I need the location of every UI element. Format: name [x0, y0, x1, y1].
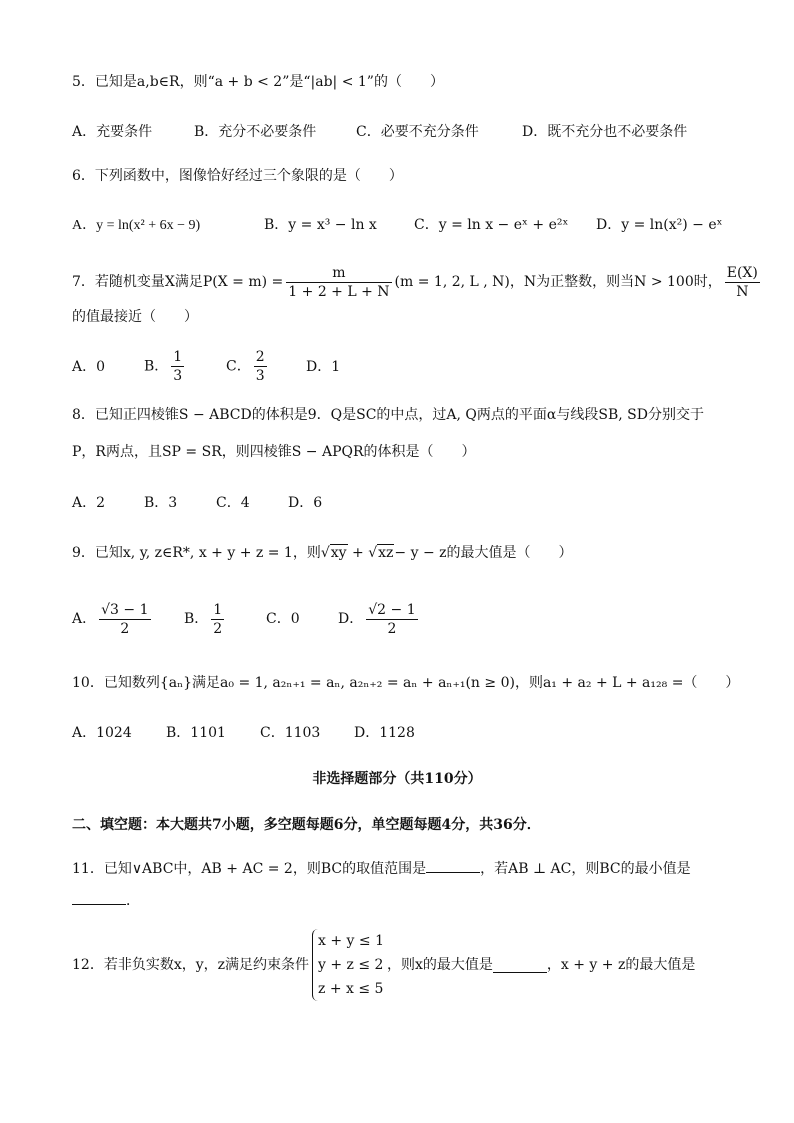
q12-part-2: ，则x的最大值是 [386, 957, 493, 973]
q7-frac-den: 1 + 2 + L + N [288, 283, 390, 300]
option-a: A．2 [72, 495, 106, 511]
option-c: C．4 [216, 495, 250, 511]
option-c: C． $\frac{2}{3}$ [226, 349, 265, 384]
q9-sqrt-1: xy [330, 545, 347, 561]
option-b: B． $\frac{1}{2}$ [184, 601, 223, 637]
question-7-stem-2: 的值最接近（ ） [72, 309, 198, 325]
question-11-stem [72, 858, 724, 879]
q7-frac-num: m [286, 264, 391, 283]
q9-sqrt-2: xz [378, 545, 394, 561]
q7-prefix: 7．若随机变量X满足P(X = m) = [72, 274, 284, 290]
option-b: B．1101 [166, 725, 226, 741]
option-d: D．1128 [354, 725, 415, 741]
question-7-options [72, 348, 340, 385]
q11-part-3: ． [126, 893, 140, 909]
answer-blank[interactable] [72, 890, 126, 905]
option-d: D．1 [306, 358, 341, 375]
constraint-1: x + y ≤ 1 [318, 933, 384, 949]
option-d: D．既不充分也不必要条件 [522, 124, 688, 140]
q12-part-3: ，x + y + z的最大值是 [546, 957, 696, 973]
question-6-options [72, 215, 723, 236]
option-a: A．0 [72, 358, 106, 375]
option-b: B．3 [144, 495, 178, 511]
question-5-stem: 5．已知是a,b∈R，则“a + b < 2”是“|ab| < 1”的（ ） [72, 74, 444, 90]
section-2-heading: 二、填空题：本大题共7小题，多空题每题6分，单空题每题4分，共36分． [72, 817, 541, 833]
question-6-stem: 6．下列函数中，图像恰好经过三个象限的是（ ） [72, 168, 403, 184]
q7-middle: (m = 1, 2, L , N)，N为正整数，则当N > 100时， [394, 274, 722, 290]
option-b: B． $\frac{1}{3}$ [144, 349, 183, 384]
option-b: B．充分不必要条件 [194, 124, 317, 140]
sqrt-symbol: √ [368, 545, 378, 561]
option-c: C．0 [266, 611, 300, 627]
section-title: 非选择题部分（共110分） [312, 771, 482, 787]
constraint-3: z + x ≤ 5 [318, 981, 384, 997]
constraint-system [312, 929, 384, 1001]
q9-stem-b: − y − z的最大值是（ ） [394, 545, 573, 561]
question-5-options [72, 122, 687, 142]
option-c: C．必要不充分条件 [356, 124, 479, 140]
question-9-options [72, 600, 421, 638]
q9-stem-a: 9．已知x, y, z∈R*, x + y + z = 1，则 [72, 545, 321, 561]
question-8-stem-1: 8．已知正四棱锥S − ABCD的体积是9．Q是SC的中点，过A, Q两点的平面α与线段SB, SD分别交于 [72, 407, 704, 423]
question-12-stem [72, 929, 724, 1001]
q11-part-1: 11．已知∨ABC中，AB + AC = 2，则BC的取值范围是 [72, 861, 427, 877]
question-8-options [72, 493, 322, 513]
answer-blank[interactable] [493, 958, 547, 973]
sqrt-symbol: √ [320, 545, 330, 561]
question-7-stem [72, 262, 758, 302]
q11-part-2: ，若AB ⊥ AC，则BC的最小值是 [480, 861, 691, 877]
question-11-stem-2 [72, 890, 724, 911]
q7-fraction-2 [725, 264, 760, 301]
option-b: B．y = x³ − ln x [264, 217, 377, 233]
option-c: C．1103 [260, 725, 321, 741]
question-10-options [72, 723, 415, 743]
q12-part-1: 12．若非负实数x，y，z满足约束条件 [72, 957, 309, 973]
option-d: D．6 [288, 495, 323, 511]
option-d: D． $\frac{√2 - 1}{2}$ [338, 601, 416, 637]
option-c: C．y = ln x − eˣ + e²ˣ [414, 217, 569, 233]
question-8-stem-2: P，R两点，且SP = SR，则四棱锥S − APQR的体积是（ ） [72, 444, 476, 460]
option-a: A．y = ln(x² + 6x − 9) [72, 218, 201, 233]
constraint-2: y + z ≤ 2 [318, 957, 384, 973]
option-a: A．1024 [72, 725, 132, 741]
q7-frac2-num: E(X) [726, 264, 758, 281]
q7-frac2-den: N [736, 283, 749, 300]
option-a: A．充要条件 [72, 124, 153, 140]
q7-fraction [286, 264, 391, 301]
question-9-stem: 9．已知x, y, z∈R*, x + y + z = 1，则√xy + √xz− y − z的最大值是（ ） [72, 545, 573, 561]
question-10-stem: 10．已知数列{aₙ}满足a₀ = 1, a₂ₙ₊₁ = aₙ, a₂ₙ₊₂ = aₙ + aₙ₊₁(n ≥ 0)，则a₁ + a₂ + L + a₁₂₈ =（ ） [72, 675, 740, 691]
option-a: A． $\frac{√3 - 1}{2}$ [72, 601, 149, 637]
answer-blank[interactable] [426, 858, 480, 873]
option-d: D．y = ln(x²) − eˣ [596, 217, 723, 233]
